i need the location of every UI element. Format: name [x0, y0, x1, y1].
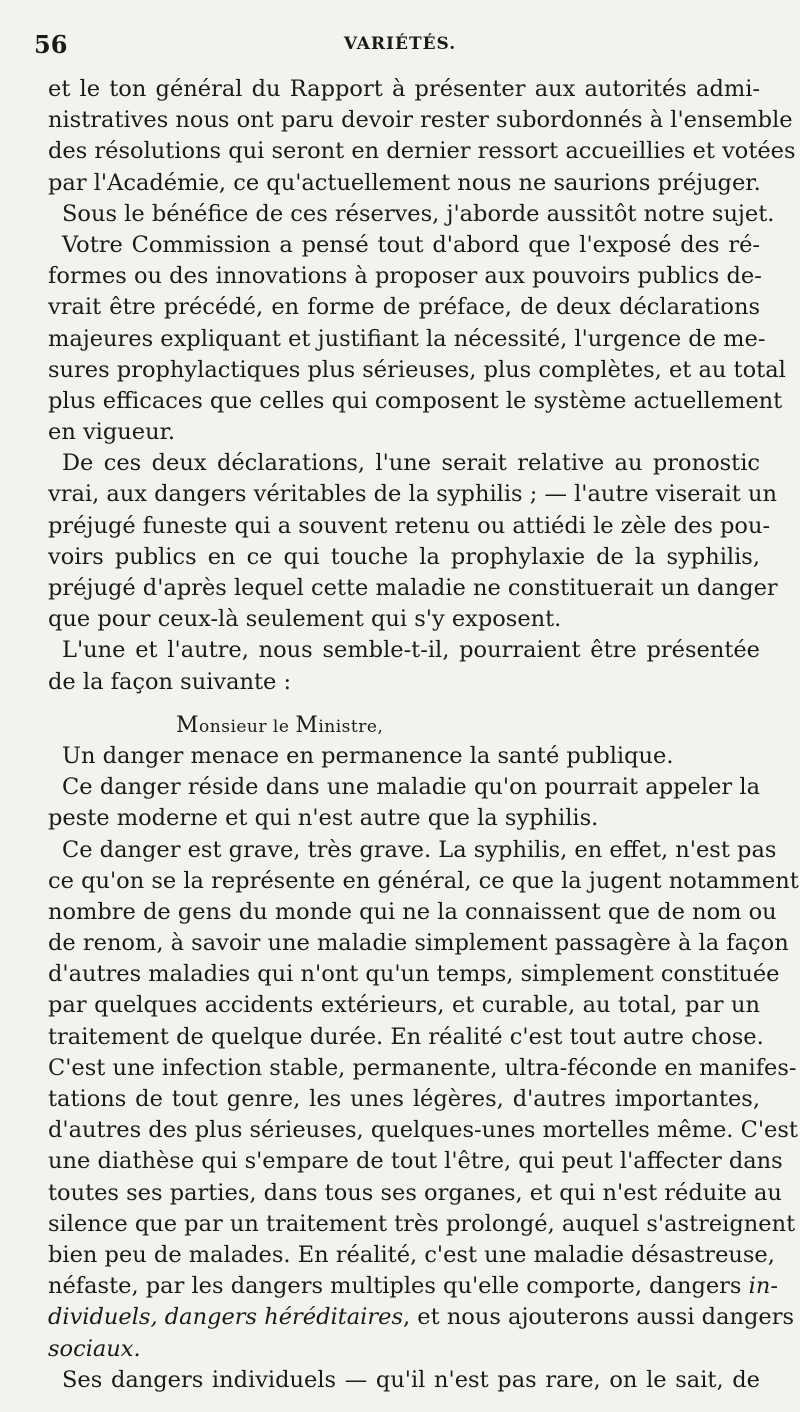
- text-line: Ce danger est grave, très grave. La syphilis, en effet, n'est pas: [62, 836, 777, 863]
- text-line: formes ou des innovations à proposer aux pouvoirs publics de-: [48, 263, 762, 290]
- text-line: par l'Académie, ce qu'actuellement nous ne saurions préjuger.: [48, 169, 761, 196]
- text-line: Ce danger réside dans une maladie qu'on pourrait appeler la: [62, 774, 760, 801]
- page-header: [34, 30, 766, 70]
- text-line: par quelques accidents extérieurs, et curable, au total, par un: [48, 992, 760, 1019]
- text-line: voirs publics en ce qui touche la prophylaxie de la syphilis,: [48, 543, 760, 570]
- text-line: peste moderne et qui n'est autre que la syphilis.: [48, 805, 599, 832]
- text-line: préjugé funeste qui a souvent retenu ou attiédi le zèle des pou-: [48, 512, 771, 539]
- italic-term: sociaux.: [48, 1335, 141, 1362]
- text-line: tations de tout genre, les unes légères, d'autres importantes,: [48, 1086, 760, 1112]
- text-line: toutes ses parties, dans tous ses organes, et qui n'est réduite au: [48, 1179, 782, 1206]
- salutation: Monsieur le Ministre,: [176, 712, 384, 738]
- text-line: De ces deux déclarations, l'une serait relative au pronostic: [62, 450, 760, 477]
- text-line: préjugé d'après lequel cette maladie ne constituerait un danger: [48, 575, 778, 601]
- text-line: ce qu'on se la représente en général, ce que la jugent notamment: [48, 867, 799, 894]
- text-line: [48, 1334, 760, 1365]
- text-line: Un danger menace en permanence la santé publique.: [62, 742, 674, 769]
- text-line: plus efficaces que celles qui composent le système actuellement: [48, 387, 783, 414]
- text-line: et le ton général du Rapport à présenter aux autorités admi-: [48, 76, 760, 102]
- text-line: en vigueur.: [48, 419, 176, 446]
- text-line: C'est une infection stable, permanente, ultra-féconde en manifes-: [48, 1054, 797, 1081]
- italic-term: héréditaires: [264, 1304, 403, 1331]
- text-line: majeures expliquant et justifiant la nécessité, l'urgence de me-: [48, 325, 766, 352]
- text-line: nistratives nous ont paru devoir rester subordonnés à l'ensemble: [48, 107, 793, 134]
- text-line: L'une et l'autre, nous semble-t-il, pourraient être présentée: [62, 637, 760, 664]
- italic-term: in-: [748, 1273, 778, 1300]
- text-line: de renom, à savoir une maladie simplement passagère à la façon: [48, 930, 789, 957]
- text-line: Sous le bénéfice de ces réserves, j'aborde aussitôt notre sujet.: [62, 200, 775, 227]
- body-text: [48, 74, 799, 1396]
- text-line: de la façon suivante :: [48, 668, 292, 695]
- text-line: sures prophylactiques plus sérieuses, plus complètes, et au total: [48, 356, 786, 383]
- text-line: Ses dangers individuels — qu'il n'est pas rare, on le sait, de: [62, 1366, 760, 1393]
- text-line: nombre de gens du monde qui ne la connaissent que de nom ou: [48, 898, 777, 925]
- page-number: 56: [34, 30, 68, 59]
- text-line-with-italic: dividuels, dangers héréditaires, et nous ajouterons aussi dangers: [48, 1304, 794, 1331]
- text-line: silence que par un traitement très prolongé, auquel s'astreignent: [48, 1210, 796, 1237]
- text-line: Votre Commission a pensé tout d'abord que l'exposé des ré-: [62, 231, 760, 258]
- text-line: bien peu de malades. En réalité, c'est une maladie désastreuse,: [48, 1241, 775, 1268]
- text-line-with-italic: néfaste, par les dangers multiples qu'elle comporte, dangers in-: [48, 1273, 778, 1300]
- text-line: que pour ceux-là seulement qui s'y exposent.: [48, 606, 562, 633]
- text-line: vrai, aux dangers véritables de la syphilis ; — l'autre viserait un: [48, 481, 777, 508]
- text-line: vrait être précédé, en forme de préface, de deux déclarations: [48, 294, 760, 321]
- italic-term: dividuels, dangers: [48, 1304, 258, 1331]
- text-line: des résolutions qui seront en dernier ressort accueillies et votées: [48, 138, 796, 165]
- text-line: d'autres des plus sérieuses, quelques-unes mortelles même. C'est: [48, 1117, 798, 1144]
- text-line: traitement de quelque durée. En réalité c'est tout autre chose.: [48, 1023, 764, 1050]
- text-line: une diathèse qui s'empare de tout l'être, qui peut l'affecter dans: [48, 1148, 783, 1175]
- running-title: VARIÉTÉS.: [343, 34, 457, 54]
- text-line: d'autres maladies qui n'ont qu'un temps, simplement constituée: [48, 961, 780, 988]
